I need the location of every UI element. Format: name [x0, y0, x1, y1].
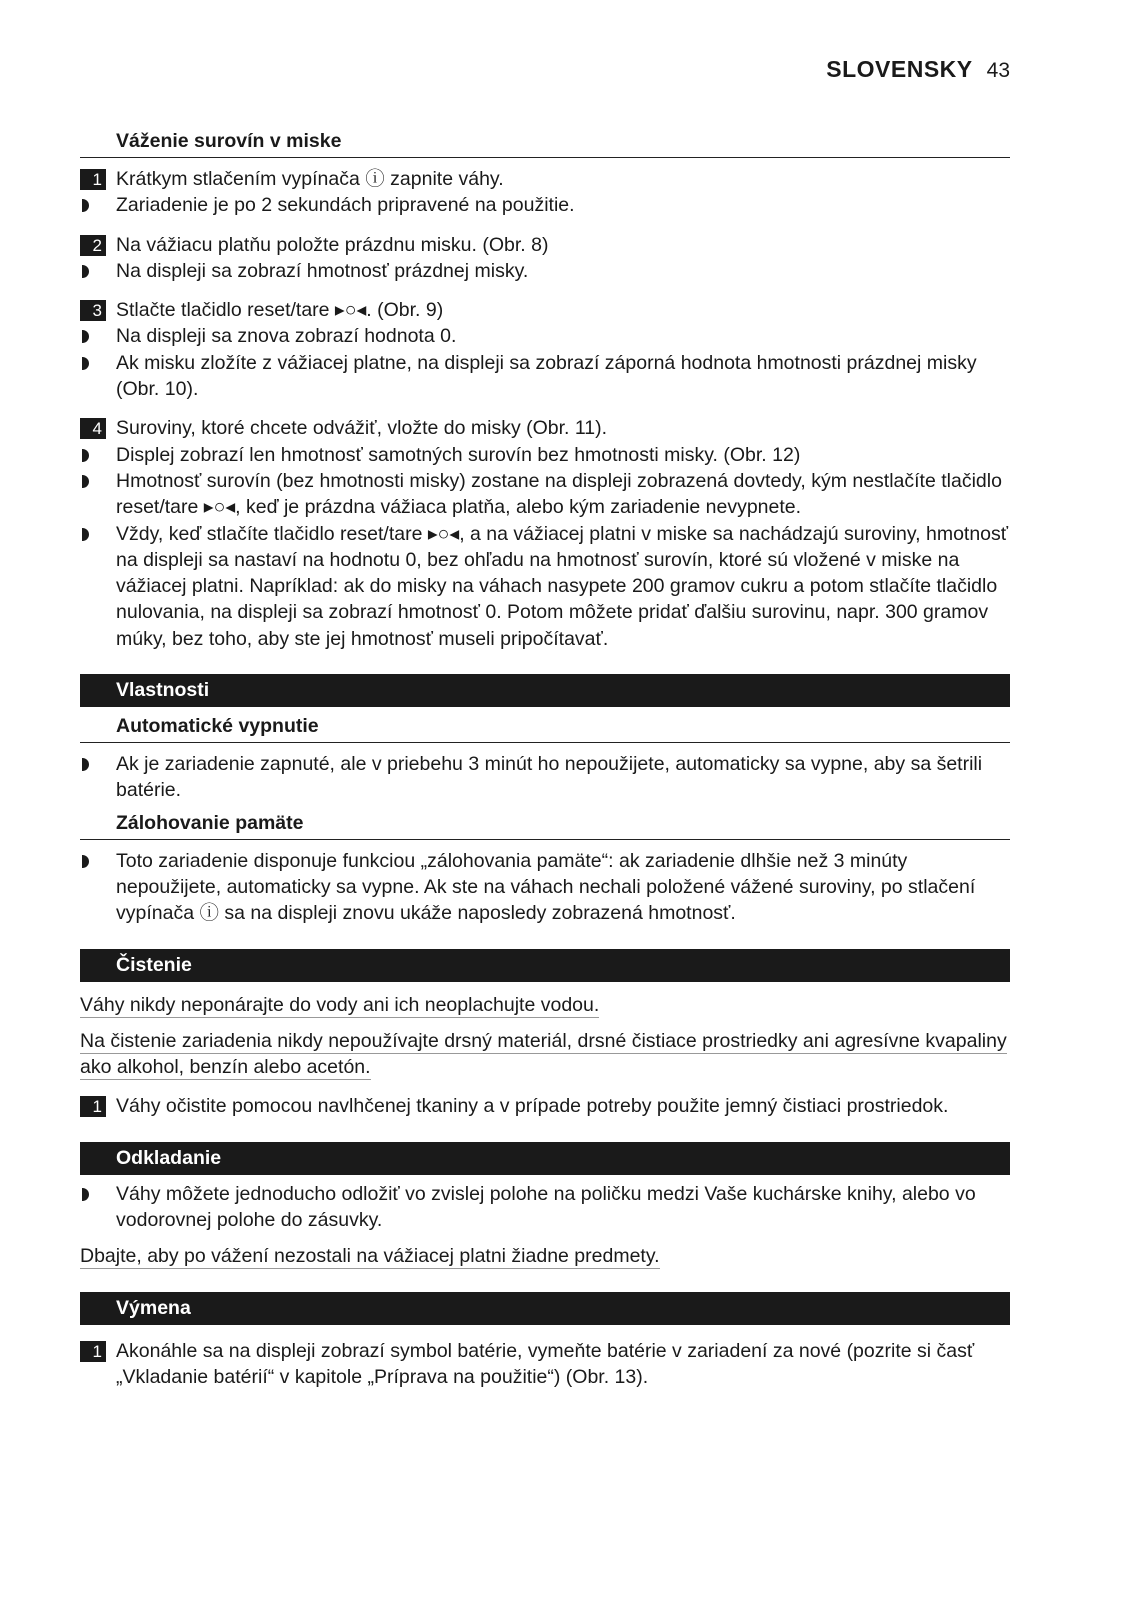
step-number: 4: [80, 418, 106, 439]
page-content: [80, 122, 1010, 1390]
step-text: Váhy očistite pomocou navlhčenej tkaniny a v prípade potreby použite jemný čistiaci prostriedok.: [116, 1095, 949, 1118]
warning-note: [80, 992, 1010, 1018]
step-item: [80, 297, 1010, 323]
bullet-item: [80, 751, 1010, 804]
section-heading-bar: Odkladanie: [80, 1142, 1010, 1175]
step-item: [80, 1093, 1010, 1119]
bullet-icon: [82, 1188, 89, 1201]
warning-note: [80, 1028, 1010, 1081]
bullet-icon: [82, 758, 89, 771]
step-item: [80, 166, 1010, 192]
bullet-text: Ak je zariadenie zapnuté, ale v priebehu 3 minút ho nepoužijete, automaticky sa vypne, aby sa šetrili batérie.: [116, 753, 983, 802]
bullet-text: Vždy, keď stlačíte tlačidlo reset/tare ▸○◂, a na vážiacej platni v miske sa nachádzajú suroviny, hmotnosť na displeji sa nastaví na hodnotu 0, bez ohľadu na hmotnosť surovín, ktoré sú vložené v miske na vážiacej platni. Napríklad: ak do misky na váhach nasypete 200 gramov cukru a potom stlačíte tlačidlo nulovania, na displeji sa zobrazí hmotnosť 0. Potom môžete pridať ďalšiu surovinu, napr. 300 gramov múky, bez toho, aby ste jej hmotnosť museli pripočítavať.: [116, 522, 1009, 650]
note-text: Váhy nikdy neponárajte do vody ani ich neoplachujte vodou.: [80, 993, 600, 1016]
section-heading-bar: Vlastnosti: [80, 674, 1010, 707]
page-header: [826, 56, 1010, 83]
bullet-text: Hmotnosť surovín (bez hmotnosti misky) zostane na displeji zobrazená dovtedy, kým nestlačíte tlačidlo reset/tare ▸○◂, keď je prázdna vážiaca platňa, alebo kým zariadenie nevypnete.: [116, 469, 1002, 519]
bullet-text: Na displeji sa znova zobrazí hodnota 0.: [116, 325, 457, 348]
bullet-item: [80, 442, 1010, 468]
step-number: 1: [80, 1096, 106, 1117]
bullet-text: Displej zobrazí len hmotnosť samotných surovín bez hmotnosti misky. (Obr. 12): [116, 443, 801, 466]
bullet-text: Ak misku zložíte z vážiacej platne, na displeji sa zobrazí záporná hodnota hmotnosti prázdnej misky (Obr. 10).: [116, 351, 977, 401]
note-text: Dbajte, aby po vážení nezostali na vážiacej platni žiadne predmety.: [80, 1245, 660, 1268]
section-heading-bar: Čistenie: [80, 949, 1010, 982]
bullet-icon: [82, 449, 89, 462]
page-number: 43: [986, 59, 1010, 82]
bullet-icon: [82, 199, 89, 212]
bullet-icon: [82, 475, 89, 488]
bullet-text: Váhy môžete jednoducho odložiť vo zvislej polohe na poličku medzi Vaše kuchárske knihy, alebo vo vodorovnej polohe do zásuvky.: [116, 1182, 976, 1232]
bullet-text: Na displeji sa zobrazí hmotnosť prázdnej misky.: [116, 259, 529, 282]
bullet-item: [80, 1181, 1010, 1234]
step-number: 2: [80, 235, 106, 256]
subsection-heading: Zálohovanie pamäte: [80, 810, 1010, 840]
bullet-item: [80, 323, 1010, 349]
bullet-item: [80, 258, 1010, 284]
section-heading-bar: Výmena: [80, 1292, 1010, 1325]
step-item: [80, 1338, 1010, 1391]
bullet-item: [80, 350, 1010, 403]
bullet-text: Zariadenie je po 2 sekundách pripravené na použitie.: [116, 194, 575, 217]
step-text: Suroviny, ktoré chcete odvážiť, vložte do misky (Obr. 11).: [116, 417, 608, 440]
step-number: 1: [80, 169, 106, 190]
step-item: [80, 415, 1010, 441]
bullet-text: Toto zariadenie disponuje funkciou „zálohovania pamäte“: ak zariadenie dlhšie než 3 minúty nepoužijete, automaticky sa vypne. Ak ste na váhach nechali položené vážené suroviny, po stlačení vypínača ⓘ sa na displeji znovu ukáže naposledy zobrazená hmotnosť.: [116, 849, 976, 925]
warning-note: [80, 1243, 1010, 1269]
bullet-icon: [82, 265, 89, 278]
note-text: Na čistenie zariadenia nikdy nepoužívajte drsný materiál, drsné čistiace prostriedky ani agresívne kvapaliny ako alkohol, benzín alebo acetón.: [80, 1029, 1007, 1079]
step-number: 1: [80, 1341, 106, 1362]
bullet-item: [80, 848, 1010, 927]
bullet-item: [80, 192, 1010, 218]
bullet-icon: [82, 330, 89, 343]
bullet-item: [80, 468, 1010, 521]
step-item: [80, 232, 1010, 258]
bullet-icon: [82, 528, 89, 541]
step-number: 3: [80, 300, 106, 321]
language-label: SLOVENSKY: [826, 56, 973, 82]
step-text: Na vážiacu platňu položte prázdnu misku. (Obr. 8): [116, 233, 549, 256]
step-text: Stlačte tlačidlo reset/tare ▸○◂. (Obr. 9): [116, 299, 444, 322]
step-text: Krátkym stlačením vypínača ⓘ zapnite váhy.: [116, 168, 504, 190]
bullet-icon: [82, 357, 89, 370]
subsection-heading: Váženie surovín v miske: [80, 128, 1010, 158]
bullet-icon: [82, 855, 89, 868]
subsection-heading: Automatické vypnutie: [80, 713, 1010, 743]
step-text: Akonáhle sa na displeji zobrazí symbol batérie, vymeňte batérie v zariadení za nové (pozrite si časť „Vkladanie batérií“ v kapitole „Príprava na použitie“) (Obr. 13).: [116, 1339, 975, 1388]
bullet-item: [80, 521, 1010, 652]
